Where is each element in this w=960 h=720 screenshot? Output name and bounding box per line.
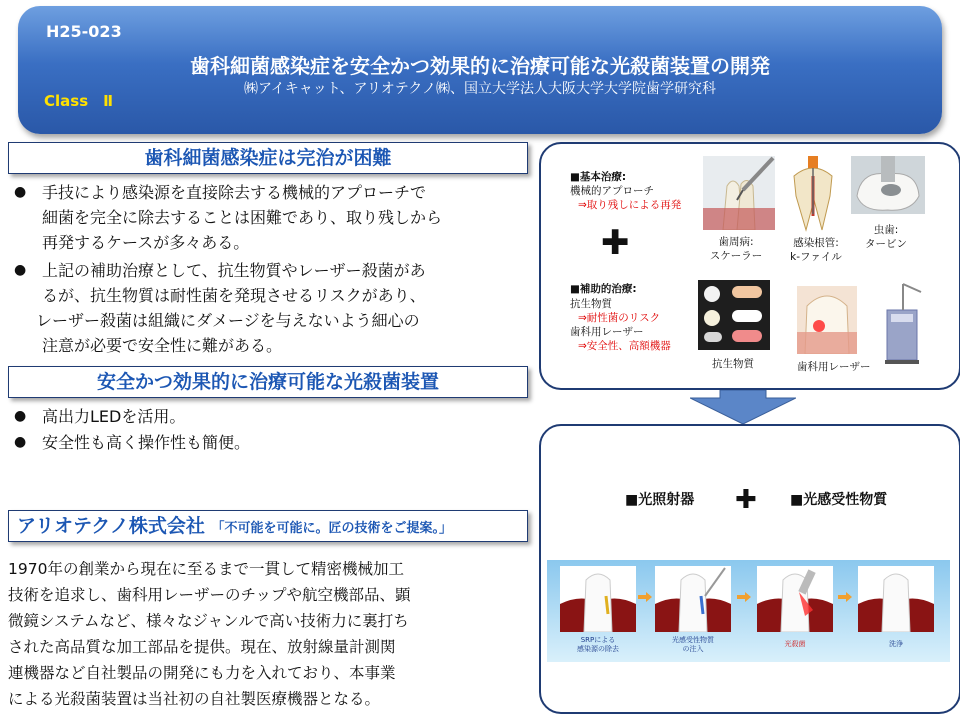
basic-treatment-method: 機械的アプローチ (570, 185, 654, 197)
arrow-right-icon (737, 592, 751, 602)
organizations: ㈱アイキャット、アリオテクノ㈱、国立大学法人大阪大学大学院歯学研究科 (244, 81, 716, 97)
company-slogan: 「不可能を可能に。匠の技術をご提案。」 (211, 521, 453, 536)
problem-bullet-2: 上記の補助治療として、抗生物質やレーザー殺菌があ るが、抗生物質は耐性菌を発現させるリスクがあり、 (42, 261, 426, 305)
caption-k-file: 感染根管: k-ファイル (790, 237, 842, 263)
page-title: 歯科細菌感染症を安全かつ効果的に治療可能な光殺菌装置の開発 (190, 54, 770, 78)
down-arrow-icon (690, 390, 796, 424)
section-heading-problem: 歯科細菌感染症は完治が困難 (8, 142, 528, 174)
bullet-dot: ● (14, 262, 27, 278)
step-caption-wash: 洗浄 (889, 640, 903, 648)
solution-bullet-2: 安全性も高く操作性も簡便。 (42, 433, 251, 452)
class-label: Class Ⅱ (44, 92, 114, 110)
problem-bullet-1: 手技により感染源を直接除去する機械的アプローチで 細菌を完全に除去することは困難であり、取り残しから 再発するケースが多々ある。 (42, 183, 443, 252)
caption-scaler: 歯周病: スケーラー (709, 236, 763, 262)
aux-item-laser: 歯科用レーザー (570, 326, 644, 338)
solution-bullet-1: 高出力LEDを活用。 (42, 407, 186, 426)
problem-bullet-2-cont: レーザー殺菌は組織にダメージを与えないよう細心の (36, 311, 420, 330)
k-file-image (784, 156, 842, 232)
problem-bullet-2-cont2: 注意が必要で安全性に難がある。 (42, 336, 283, 355)
scaler-image (703, 156, 775, 230)
company-name: アリオテクノ株式会社 (17, 515, 205, 537)
item-light-irradiator: ■光照射器 (625, 492, 695, 508)
item-photosensitizer: ■光感受性物質 (790, 492, 888, 508)
plus-icon: ✚ (735, 485, 757, 515)
turbine-image (851, 156, 925, 214)
laser-device-image (873, 280, 929, 368)
step-inject-image (655, 566, 731, 632)
company-description: 1970年の創業から現在に至るまで一貫して精密機械加工 技術を追求し、歯科用レーザーのチップや航空機部品、顕 微鏡システムなど、様々なジャンルで高い技術力に裏打ち された高品質な加工部品を提供。現在、放射線量計測関 連機器など自社製品の開発にも力を入れており、本事業 による光殺菌装置は当社初の自社製医療機器となる。 (8, 560, 411, 708)
arrow-right-icon (838, 592, 852, 602)
antibiotic-image (698, 280, 770, 350)
step-light-image (757, 566, 833, 632)
laser-tooth-image (797, 286, 857, 354)
arrow-right-icon (638, 592, 652, 602)
section-heading-solution: 安全かつ効果的に治療可能な光殺菌装置 (8, 366, 528, 398)
aux-treatment-label: ■補助的治療: (570, 283, 637, 295)
caption-antibiotic: 抗生物質 (712, 358, 754, 370)
plus-icon: ✚ (601, 223, 630, 263)
aux-issue-laser: ⇒安全性、高額機器 (578, 340, 671, 352)
step-srp-image (560, 566, 636, 632)
basic-treatment-issue: ⇒取り残しによる再発 (578, 199, 682, 211)
step-caption-inject: 光感受性物質 の注入 (672, 636, 714, 653)
basic-treatment-label: ■基本治療: (570, 171, 627, 183)
project-id: H25-023 (46, 22, 122, 41)
bullet-dot: ● (14, 184, 27, 200)
company-heading (8, 510, 528, 542)
step-wash-image (858, 566, 934, 632)
step-caption-srp: SRPによる 感染源の除去 (577, 636, 619, 653)
bullet-dot: ● (14, 434, 27, 450)
aux-item-antibiotic: 抗生物質 (570, 298, 612, 310)
caption-turbine: 虫歯: タービン (865, 224, 907, 250)
caption-laser: 歯科用レーザー (797, 361, 871, 373)
bullet-dot: ● (14, 408, 27, 424)
step-caption-light: 光殺菌 (784, 640, 806, 648)
aux-issue-antibiotic: ⇒耐性菌のリスク (578, 312, 661, 324)
